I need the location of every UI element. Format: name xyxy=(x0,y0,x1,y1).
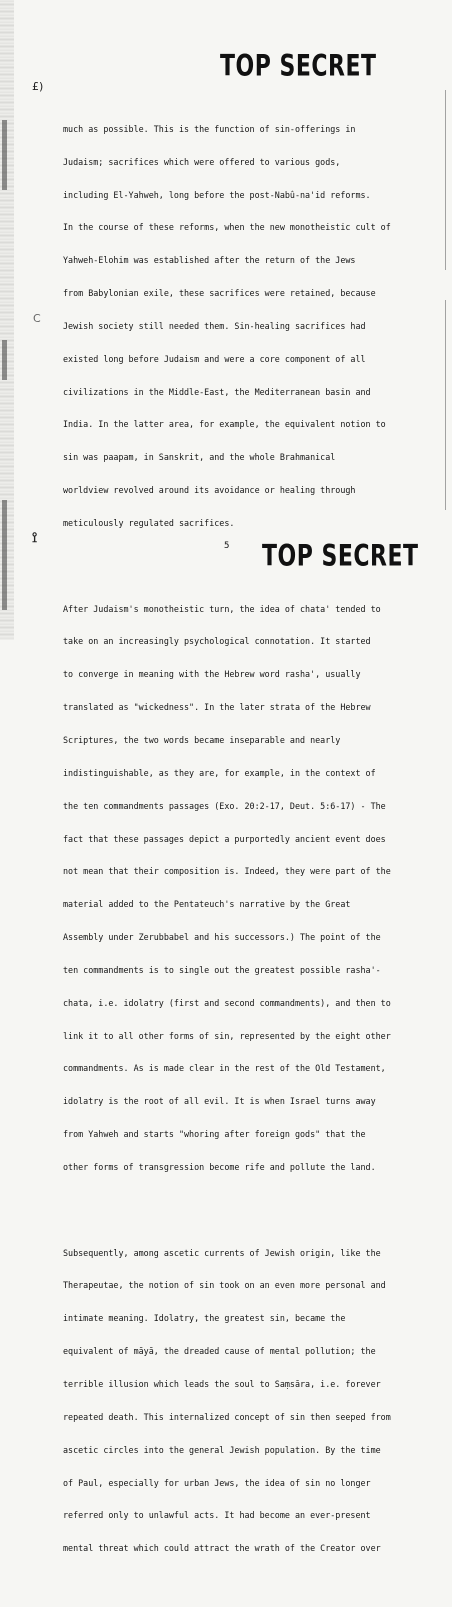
text-line: including El-Yahweh, long before the post-Nabû-na'id reforms. xyxy=(63,189,371,200)
text-line: referred only to unlawful acts. It had become an ever-present xyxy=(63,1510,371,1521)
text-line: not mean that their composition is. Indeed, they were part of the xyxy=(63,866,391,877)
paragraph-1 xyxy=(63,102,438,551)
text-line: indistinguishable, as they are, for example, in the context of xyxy=(63,767,376,778)
text-line: worldview revolved around its avoidance or healing through xyxy=(63,485,356,496)
binding-shadow xyxy=(2,500,7,610)
text-line: Therapeutae, the notion of sin took on an even more personal and xyxy=(63,1280,386,1291)
text-line: other forms of transgression become rife and pollute the land. xyxy=(63,1161,376,1172)
text-line: After Judaism's monotheistic turn, the idea of chata' tended to xyxy=(63,603,381,614)
body-text xyxy=(63,80,438,1607)
right-edge-shadow xyxy=(445,90,446,270)
text-line: from Babylonian exile, these sacrifices were retained, because xyxy=(63,288,376,299)
text-line: translated as "wickedness". In the later strata of the Hebrew xyxy=(63,702,371,713)
text-line: Yahweh-Elohim was established after the return of the Jews xyxy=(63,255,356,266)
margin-mark-middle: C xyxy=(33,312,41,325)
text-line: equivalent of māyā, the dreaded cause of mental pollution; the xyxy=(63,1346,376,1357)
text-line: ascetic circles into the general Jewish population. By the time xyxy=(63,1444,381,1455)
text-line: sin was paapam, in Sanskrit, and the whole Brahmanical xyxy=(63,452,336,463)
text-line: repeated death. This internalized concept of sin then seeped from xyxy=(63,1411,391,1422)
text-line: terrible illusion which leads the soul to Saṃsāra, i.e. forever xyxy=(63,1378,381,1389)
text-line: Judaism; sacrifices which were offered to various gods, xyxy=(63,156,341,167)
text-line: India. In the latter area, for example, the equivalent notion to xyxy=(63,419,386,430)
text-line: to converge in meaning with the Hebrew word rasha', usually xyxy=(63,669,361,680)
text-line: commandments. As is made clear in the rest of the Old Testament, xyxy=(63,1063,386,1074)
text-line: the ten commandments passages (Exo. 20:2-17, Deut. 5:6-17) - The xyxy=(63,800,386,811)
text-line: meticulously regulated sacrifices. xyxy=(63,517,235,528)
text-line: existed long before Judaism and were a core component of all xyxy=(63,353,366,364)
binding-shadow xyxy=(2,120,7,190)
text-line: Scriptures, the two words became inseparable and nearly xyxy=(63,734,341,745)
text-line: intimate meaning. Idolatry, the greatest sin, became the xyxy=(63,1313,346,1324)
text-line: Subsequently, among ascetic currents of Jewish origin, like the xyxy=(63,1247,381,1258)
text-line: Jewish society still needed them. Sin-healing sacrifices had xyxy=(63,320,366,331)
text-line: much as possible. This is the function of sin-offerings in xyxy=(63,123,356,134)
text-line: civilizations in the Middle-East, the Mediterranean basin and xyxy=(63,386,371,397)
paragraph-3 xyxy=(63,1226,438,1576)
paragraph-2 xyxy=(63,582,438,1195)
text-line: link it to all other forms of sin, represented by the eight other xyxy=(63,1030,391,1041)
text-line: Assembly under Zerubbabel and his successors.) The point of the xyxy=(63,932,381,943)
right-edge-shadow xyxy=(445,300,446,510)
top-secret-stamp-top: TOP SECRET xyxy=(220,50,377,84)
text-line: fact that these passages depict a purportedly ancient event does xyxy=(63,833,386,844)
text-line: In the course of these reforms, when the new monotheistic cult of xyxy=(63,222,391,233)
text-line: ten commandments is to single out the greatest possible rasha'- xyxy=(63,964,381,975)
margin-mark-bottom: ⟟ xyxy=(32,530,38,546)
text-line: of Paul, especially for urban Jews, the idea of sin no longer xyxy=(63,1477,371,1488)
text-line: material added to the Pentateuch's narrative by the Great xyxy=(63,899,351,910)
margin-mark-top: £) xyxy=(32,80,44,93)
text-line: chata, i.e. idolatry (first and second commandments), and then to xyxy=(63,997,391,1008)
binding-shadow xyxy=(2,340,7,380)
text-line: mental threat which could attract the wrath of the Creator over xyxy=(63,1543,381,1554)
page-number: 5 xyxy=(224,541,230,551)
text-line: from Yahweh and starts "whoring after foreign gods" that the xyxy=(63,1129,366,1140)
top-secret-stamp-bottom: TOP SECRET xyxy=(262,540,419,574)
text-line: idolatry is the root of all evil. It is when Israel turns away xyxy=(63,1096,376,1107)
text-line: take on an increasingly psychological connotation. It started xyxy=(63,636,371,647)
